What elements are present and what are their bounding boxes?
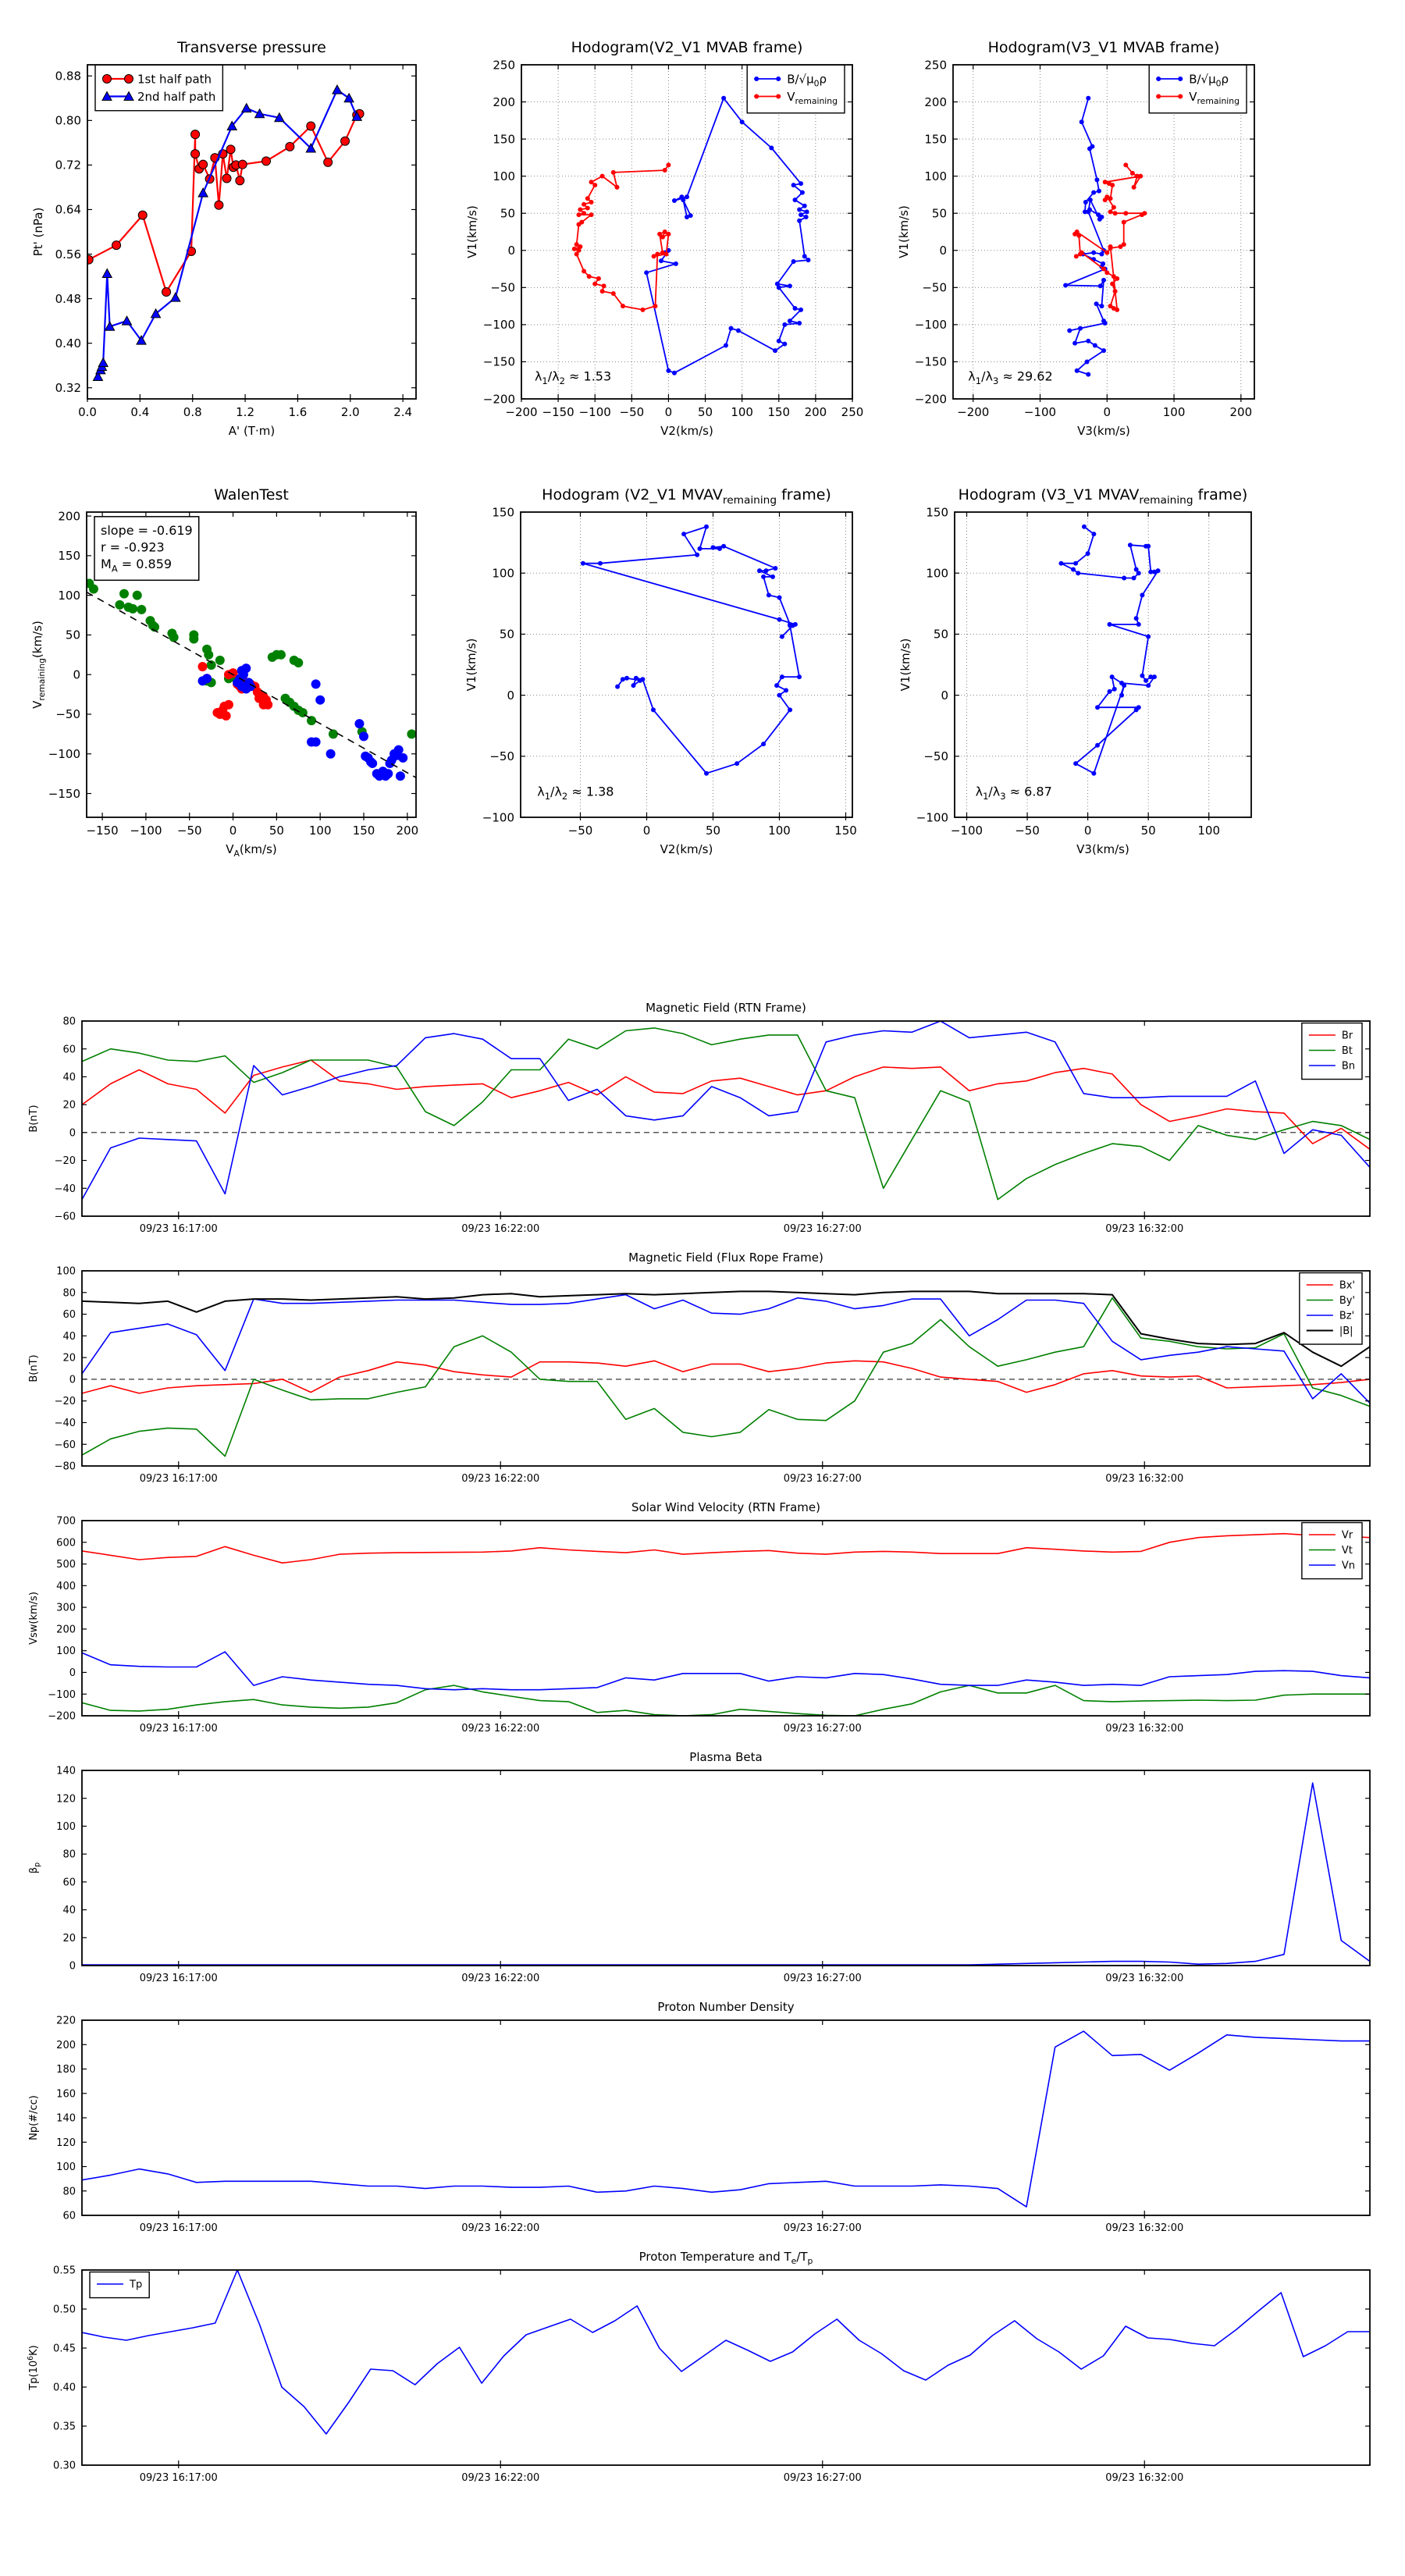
svg-text:V2(km/s): V2(km/s) — [660, 842, 713, 856]
svg-text:80: 80 — [62, 1287, 76, 1300]
svg-text:−100: −100 — [950, 824, 984, 838]
svg-text:150: 150 — [834, 824, 857, 838]
svg-text:400: 400 — [56, 1580, 76, 1592]
svg-text:VA(km/s): $V_A(km/s)$ — [226, 842, 277, 859]
svg-text:−200: −200 — [957, 405, 990, 419]
chart-proton-temperature — [20, 2231, 1393, 2514]
svg-text:Proton Number Density: Proton Number Density — [657, 2000, 795, 2014]
svg-text:1.2: 1.2 — [236, 405, 255, 419]
svg-text:−20: −20 — [54, 1396, 76, 1408]
chart-hodogram-v3v1-mvav — [892, 473, 1275, 866]
svg-text:0.4: 0.4 — [130, 405, 150, 419]
svg-text:Tp: Tp — [130, 2279, 143, 2291]
svg-text:09/23 16:17:00: 09/23 16:17:00 — [139, 2472, 218, 2484]
svg-text:0.72: 0.72 — [55, 158, 81, 173]
svg-text:150: 150 — [924, 132, 947, 147]
svg-text:Bz': Bz' — [1339, 1310, 1355, 1322]
svg-text:0.48: 0.48 — [55, 291, 81, 306]
svg-text:20: 20 — [62, 1099, 76, 1112]
svg-text:−100: −100 — [130, 824, 162, 838]
svg-text:−50: −50 — [567, 824, 593, 838]
svg-text:Hodogram(V3_V1 MVAB frame): Hodogram(V3_V1 MVAB frame) — [987, 39, 1220, 56]
svg-text:200: 200 — [56, 1624, 76, 1636]
svg-text:MA = 0.859: $M_A = 0.859$ — [101, 557, 173, 575]
svg-text:−100: −100 — [48, 747, 80, 762]
svg-text:B/√μ0ρ: $B/√\mu_0\rho$ — [787, 72, 827, 89]
svg-text:−50: −50 — [922, 280, 947, 295]
svg-text:Vr: Vr — [1341, 1529, 1353, 1542]
svg-text:0.40: 0.40 — [53, 2382, 76, 2394]
svg-text:λ1/λ3 ≈ 29.62: $\lambda_1/\lambda_3 \approx 29.62$ — [968, 368, 1053, 386]
chart-magnetic-field-rtn — [20, 982, 1393, 1265]
svg-text:0: 0 — [69, 1960, 76, 1973]
svg-text:r = -0.923: r = -0.923 — [101, 539, 165, 555]
svg-text:−20: −20 — [54, 1155, 76, 1168]
svg-text:−200: −200 — [914, 392, 947, 407]
svg-text:−100: −100 — [482, 810, 514, 825]
chart-hodogram-v2v1-mvav — [458, 473, 876, 866]
svg-text:100: 100 — [768, 824, 791, 838]
svg-text:100: 100 — [58, 588, 80, 603]
svg-text:Vt: Vt — [1341, 1545, 1353, 1557]
svg-text:120: 120 — [56, 2137, 76, 2149]
svg-text:1st half path: 1st half path — [137, 72, 212, 87]
svg-text:Vsw(km/s): Vsw(km/s) — [28, 1592, 40, 1645]
chart-hodogram-v2v1-mvab — [459, 26, 876, 447]
svg-text:80: 80 — [62, 2186, 76, 2198]
svg-text:0: 0 — [939, 244, 947, 258]
svg-text:0.8: 0.8 — [183, 405, 202, 419]
svg-text:200: 200 — [493, 94, 515, 109]
svg-text:500: 500 — [56, 1559, 76, 1571]
svg-text:40: 40 — [62, 1330, 76, 1343]
svg-text:−60: −60 — [54, 1211, 76, 1223]
svg-text:0.80: 0.80 — [55, 113, 81, 128]
svg-text:0: 0 — [507, 244, 515, 258]
svg-text:160: 160 — [56, 2088, 76, 2101]
svg-text:50: 50 — [698, 405, 713, 419]
svg-text:−100: −100 — [48, 1688, 76, 1701]
svg-text:250: 250 — [841, 405, 864, 419]
svg-text:Magnetic Field (RTN Frame): Magnetic Field (RTN Frame) — [646, 1001, 806, 1015]
svg-text:09/23 16:27:00: 09/23 16:27:00 — [783, 2222, 862, 2234]
svg-text:09/23 16:32:00: 09/23 16:32:00 — [1105, 1473, 1184, 1485]
svg-text:−50: −50 — [923, 749, 948, 764]
svg-text:150: 150 — [493, 132, 515, 147]
svg-text:V1(km/s): V1(km/s) — [898, 638, 912, 692]
chart-proton-number-density — [20, 1981, 1393, 2267]
svg-text:0: 0 — [664, 405, 673, 419]
svg-text:0.55: 0.55 — [53, 2265, 76, 2277]
svg-text:100: 100 — [56, 1646, 76, 1658]
svg-text:100: 100 — [56, 1265, 76, 1278]
svg-text:60: 60 — [62, 1044, 76, 1056]
svg-text:V1(km/s): V1(km/s) — [464, 638, 478, 692]
svg-text:700: 700 — [56, 1515, 76, 1528]
svg-text:Magnetic Field (Flux Rope Fram: Magnetic Field (Flux Rope Frame) — [628, 1251, 823, 1265]
svg-text:150: 150 — [492, 505, 514, 520]
svg-text:60: 60 — [62, 1309, 76, 1322]
svg-text:−50: −50 — [55, 707, 80, 722]
svg-text:09/23 16:17:00: 09/23 16:17:00 — [139, 1973, 218, 1984]
svg-text:150: 150 — [352, 824, 375, 838]
chart-walen-test — [24, 473, 439, 866]
svg-text:0.30: 0.30 — [53, 2460, 76, 2472]
svg-text:βp: $\beta_p$ — [28, 1862, 42, 1874]
svg-text:09/23 16:32:00: 09/23 16:32:00 — [1105, 1723, 1184, 1735]
svg-text:09/23 16:27:00: 09/23 16:27:00 — [783, 1973, 862, 1984]
chart-magnetic-field-fluxrope — [20, 1232, 1393, 1514]
svg-text:|B|: |B| — [1339, 1325, 1353, 1338]
svg-text:V2(km/s): V2(km/s) — [660, 424, 713, 438]
svg-text:200: 200 — [56, 2039, 76, 2051]
svg-text:09/23 16:22:00: 09/23 16:22:00 — [461, 1473, 540, 1485]
svg-text:Pt' (nPa): Pt' (nPa) — [31, 207, 45, 257]
svg-text:0: 0 — [941, 688, 948, 703]
svg-text:−50: −50 — [1015, 824, 1040, 838]
svg-text:150: 150 — [58, 549, 80, 564]
svg-text:λ1/λ2 ≈ 1.38: $\lambda_1/\lambda_2 \approx 1.38$ — [537, 784, 614, 802]
svg-text:0: 0 — [1103, 405, 1112, 419]
svg-text:60: 60 — [62, 1877, 76, 1889]
svg-text:V3(km/s): V3(km/s) — [1077, 424, 1130, 438]
svg-text:Tp(106K): $Tp(10^6K)$ — [27, 2345, 40, 2390]
svg-text:09/23 16:22:00: 09/23 16:22:00 — [461, 1973, 540, 1984]
svg-text:50: 50 — [931, 206, 947, 221]
svg-text:0.0: 0.0 — [78, 405, 97, 419]
svg-text:−100: −100 — [578, 405, 611, 419]
svg-text:0: 0 — [507, 688, 514, 703]
svg-text:200: 200 — [396, 824, 419, 838]
svg-text:Hodogram (V3_V1 MVAVremaining: Hodogram (V3_V1 $MVAV_{remaining}$ frame) — [958, 486, 1248, 507]
svg-text:50: 50 — [1140, 824, 1156, 838]
svg-text:−40: −40 — [54, 1183, 76, 1195]
svg-text:09/23 16:17:00: 09/23 16:17:00 — [139, 1473, 218, 1485]
chart-hodogram-v3v1-mvab — [891, 26, 1278, 447]
svg-text:Transverse pressure: Transverse pressure — [177, 39, 326, 56]
svg-text:20: 20 — [62, 1352, 76, 1364]
svg-text:0.50: 0.50 — [53, 2304, 76, 2316]
svg-text:40: 40 — [62, 1905, 76, 1917]
svg-text:slope = -0.619: slope = -0.619 — [101, 522, 193, 538]
svg-text:−150: −150 — [86, 824, 119, 838]
svg-text:0: 0 — [69, 1374, 76, 1386]
svg-text:200: 200 — [804, 405, 827, 419]
svg-text:140: 140 — [56, 1765, 76, 1777]
svg-text:60: 60 — [62, 2210, 76, 2222]
svg-text:−100: −100 — [916, 810, 948, 825]
svg-text:Vremaining: $V_{remaining}$ — [1189, 89, 1240, 106]
svg-text:50: 50 — [65, 628, 80, 642]
svg-text:V1(km/s): V1(km/s) — [465, 205, 479, 258]
svg-text:B(nT): B(nT) — [28, 1105, 40, 1133]
svg-text:0.88: 0.88 — [55, 69, 81, 84]
svg-text:09/23 16:22:00: 09/23 16:22:00 — [461, 2472, 540, 2484]
svg-text:1.6: 1.6 — [288, 405, 308, 419]
svg-text:−50: −50 — [619, 405, 645, 419]
svg-text:09/23 16:32:00: 09/23 16:32:00 — [1105, 1973, 1184, 1984]
svg-text:100: 100 — [493, 169, 515, 183]
svg-text:V3(km/s): V3(km/s) — [1076, 842, 1129, 856]
svg-text:200: 200 — [924, 94, 947, 109]
svg-text:09/23 16:27:00: 09/23 16:27:00 — [783, 2472, 862, 2484]
chart-solar-wind-velocity — [20, 1482, 1393, 1764]
svg-text:50: 50 — [269, 824, 284, 838]
svg-text:09/23 16:27:00: 09/23 16:27:00 — [783, 1473, 862, 1485]
svg-text:09/23 16:22:00: 09/23 16:22:00 — [461, 1223, 540, 1235]
svg-text:−50: −50 — [490, 280, 515, 295]
svg-text:100: 100 — [56, 2161, 76, 2174]
svg-text:0.56: 0.56 — [55, 247, 81, 262]
svg-text:B(nT): B(nT) — [28, 1354, 40, 1382]
svg-text:0: 0 — [229, 824, 237, 838]
svg-text:09/23 16:22:00: 09/23 16:22:00 — [461, 2222, 540, 2234]
svg-text:WalenTest: WalenTest — [214, 486, 289, 503]
svg-text:−50: −50 — [489, 749, 514, 764]
svg-text:50: 50 — [933, 627, 948, 642]
svg-text:−40: −40 — [54, 1417, 76, 1429]
svg-text:50: 50 — [705, 824, 721, 838]
svg-text:Bx': Bx' — [1339, 1279, 1355, 1292]
svg-text:B/√μ0ρ: $B/√\mu_0\rho$ — [1189, 72, 1229, 89]
svg-text:09/23 16:32:00: 09/23 16:32:00 — [1105, 2222, 1184, 2234]
svg-text:140: 140 — [56, 2112, 76, 2125]
svg-text:09/23 16:27:00: 09/23 16:27:00 — [783, 1723, 862, 1735]
svg-text:100: 100 — [924, 169, 947, 183]
svg-text:250: 250 — [924, 58, 947, 73]
svg-text:09/23 16:17:00: 09/23 16:17:00 — [139, 1223, 218, 1235]
svg-text:−50: −50 — [176, 824, 202, 838]
svg-text:09/23 16:17:00: 09/23 16:17:00 — [139, 1723, 218, 1735]
svg-text:Plasma Beta: Plasma Beta — [689, 1750, 763, 1764]
svg-text:−60: −60 — [54, 1439, 76, 1451]
svg-text:Hodogram (V2_V1 MVAVremaining: Hodogram (V2_V1 $MVAV_{remaining}$ frame) — [542, 486, 831, 507]
chart-transverse-pressure — [25, 26, 439, 447]
svg-text:40: 40 — [62, 1071, 76, 1083]
svg-text:−200: −200 — [482, 392, 515, 407]
svg-text:−150: −150 — [482, 354, 515, 369]
svg-text:150: 150 — [767, 405, 791, 419]
svg-text:−100: −100 — [482, 318, 515, 333]
svg-text:Np(#/cc): Np(#/cc) — [28, 2095, 40, 2140]
svg-text:250: 250 — [493, 58, 515, 73]
svg-text:2.4: 2.4 — [393, 405, 413, 419]
svg-text:09/23 16:27:00: 09/23 16:27:00 — [783, 1223, 862, 1235]
svg-text:0.45: 0.45 — [53, 2343, 76, 2355]
svg-text:0: 0 — [69, 1667, 76, 1679]
svg-text:100: 100 — [492, 566, 514, 581]
svg-text:220: 220 — [56, 2015, 76, 2027]
svg-text:0.64: 0.64 — [55, 202, 81, 217]
svg-text:0: 0 — [69, 1127, 76, 1140]
svg-text:2.0: 2.0 — [340, 405, 360, 419]
svg-text:50: 50 — [500, 206, 515, 221]
svg-text:−150: −150 — [914, 354, 947, 369]
svg-text:−100: −100 — [1023, 405, 1057, 419]
svg-text:Vremaining: $V_{remaining}$ — [787, 89, 838, 106]
svg-text:0.40: 0.40 — [55, 336, 81, 350]
svg-text:Bn: Bn — [1341, 1060, 1355, 1073]
svg-text:2nd half path: 2nd half path — [137, 89, 216, 104]
svg-text:100: 100 — [1162, 405, 1186, 419]
svg-text:0.32: 0.32 — [55, 380, 81, 395]
svg-text:−150: −150 — [48, 786, 80, 801]
svg-text:150: 150 — [926, 505, 948, 520]
svg-text:−200: −200 — [48, 1710, 76, 1723]
svg-text:0.35: 0.35 — [53, 2421, 76, 2433]
svg-text:Br: Br — [1341, 1030, 1353, 1042]
svg-text:09/23 16:22:00: 09/23 16:22:00 — [461, 1723, 540, 1735]
svg-text:100: 100 — [926, 566, 948, 581]
svg-text:Vremaining(km/s): $V_{remaining}(km/s)$ — [30, 621, 48, 709]
svg-text:−150: −150 — [542, 405, 574, 419]
svg-text:−80: −80 — [54, 1461, 76, 1473]
svg-text:120: 120 — [56, 1793, 76, 1806]
svg-text:A' (T·m): A' (T·m) — [228, 424, 276, 438]
svg-text:09/23 16:17:00: 09/23 16:17:00 — [139, 2222, 218, 2234]
svg-text:100: 100 — [1197, 824, 1221, 838]
svg-text:50: 50 — [499, 627, 514, 642]
svg-text:0: 0 — [73, 667, 80, 682]
svg-text:−200: −200 — [505, 405, 538, 419]
svg-text:09/23 16:32:00: 09/23 16:32:00 — [1105, 2472, 1184, 2484]
svg-text:200: 200 — [58, 509, 80, 524]
svg-text:Bt: Bt — [1341, 1045, 1353, 1058]
svg-text:100: 100 — [56, 1820, 76, 1833]
svg-text:300: 300 — [56, 1602, 76, 1614]
svg-text:09/23 16:32:00: 09/23 16:32:00 — [1105, 1223, 1184, 1235]
svg-text:80: 80 — [62, 1848, 76, 1861]
svg-text:200: 200 — [1229, 405, 1253, 419]
svg-text:λ1/λ2 ≈ 1.53: $\lambda_1/\lambda_2 \approx 1.53$ — [534, 368, 612, 386]
svg-text:100: 100 — [731, 405, 753, 419]
svg-text:λ1/λ3 ≈ 6.87: $\lambda_1/\lambda_3 \approx 6.87$ — [975, 784, 1052, 802]
svg-text:180: 180 — [56, 2064, 76, 2076]
svg-text:20: 20 — [62, 1932, 76, 1944]
svg-text:Hodogram(V2_V1 MVAB frame): Hodogram(V2_V1 MVAB frame) — [571, 39, 803, 56]
svg-text:0: 0 — [642, 824, 651, 838]
svg-text:Proton Temperature and Te/Tp: Proton Temperature and $T_e/T_p$ — [638, 2250, 813, 2267]
svg-text:100: 100 — [308, 824, 332, 838]
chart-plasma-beta — [20, 1731, 1393, 2014]
svg-text:80: 80 — [62, 1016, 76, 1028]
svg-text:0: 0 — [1083, 824, 1092, 838]
svg-text:−100: −100 — [914, 318, 947, 333]
svg-text:By': By' — [1339, 1295, 1355, 1308]
svg-text:600: 600 — [56, 1537, 76, 1550]
svg-text:V1(km/s): V1(km/s) — [897, 205, 911, 258]
svg-text:Solar Wind Velocity (RTN Frame: Solar Wind Velocity (RTN Frame) — [631, 1500, 820, 1514]
svg-text:Vn: Vn — [1341, 1560, 1355, 1572]
